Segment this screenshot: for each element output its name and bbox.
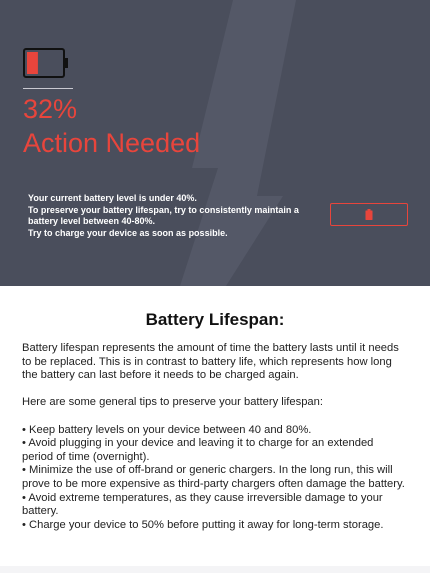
message-line: Your current battery level is under 40%.: [28, 193, 197, 203]
charge-button[interactable]: [330, 203, 408, 226]
intro-paragraph: Battery lifespan represents the amount of time the battery lasts until it needs to be replaced. This is in contrast to battery life, which represents how long the battery can last before it needs to be charged again.: [22, 342, 399, 382]
list-item: • Minimize the use of off-brand or generic chargers. In the long run, this will prove to be more expensive as third-party chargers often damage the battery.: [22, 464, 405, 490]
battery-low-icon: [23, 48, 69, 78]
list-item: • Keep battery levels on your device between 40 and 80%.: [22, 423, 312, 436]
battery-percentage: 32%: [23, 94, 78, 124]
list-item: • Avoid extreme temperatures, as they cause irreversible damage to your battery.: [22, 491, 383, 518]
list-item: • Avoid plugging in your device and leaving it to charge for an extended period of time (overnight).: [22, 437, 374, 463]
battery-lifespan-section: [0, 286, 430, 566]
battery-status-label: Action Needed: [23, 128, 201, 158]
section-title: Battery Lifespan:: [145, 310, 285, 329]
tips-intro: Here are some general tips to preserve your battery lifespan:: [22, 396, 323, 409]
battery-status-panel: [0, 0, 430, 286]
battery-icon: [365, 209, 373, 220]
list-item: • Charge your device to 50% before putting it away for long-term storage.: [22, 518, 384, 531]
battery-message: [28, 193, 328, 239]
divider: [23, 88, 73, 89]
section-body: [22, 342, 406, 532]
tips-list: [22, 424, 406, 533]
message-line: Try to charge your device as soon as possible.: [28, 227, 228, 238]
message-line: To preserve your battery lifespan, try to consistently maintain a battery level between 40-80%.: [28, 204, 299, 226]
